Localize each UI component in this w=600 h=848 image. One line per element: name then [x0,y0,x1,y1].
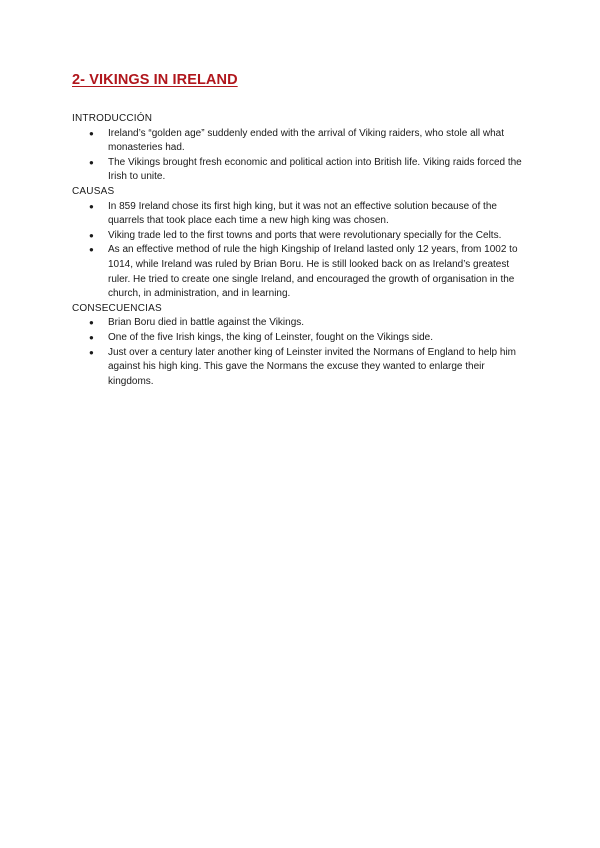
list-item-text: One of the five Irish kings, the king of Leinster, fought on the Vikings side. [108,331,434,343]
list-item-text: Brian Boru died in battle against the Vikings. [108,317,305,329]
section-introduccion [72,112,532,185]
section-causas [72,185,532,302]
section-heading: CAUSAS [72,185,115,197]
document-body [72,112,532,389]
bullet-icon: ● [89,332,94,342]
bullet-list [72,316,532,389]
section-heading: INTRODUCCIÓN [72,113,153,124]
list-item [72,346,532,390]
list-item-text: The Vikings brought fresh economic and political action into British life. Viking raids forced the Irish to unite. [108,156,522,183]
list-item-text: Just over a century later another king of Leinster invited the Normans of England to help him against his high king. This gave the Normans the excuse they wanted to enlarge their kingdoms. [108,346,517,387]
list-item [72,316,532,331]
bullet-list [72,200,532,302]
bullet-icon: ● [89,318,94,328]
list-item [72,331,532,346]
list-item-text: In 859 Ireland chose its first high king, but it was not an effective solution because of the quarrels that took place each time a new high king was chosen. [108,200,497,227]
list-item [72,127,532,156]
list-item-text: Ireland’s “golden age” suddenly ended with the arrival of Viking raiders, who stole all what monasteries had. [108,127,504,154]
bullet-icon: ● [89,201,94,211]
list-item-text: As an effective method of rule the high Kingship of Ireland lasted only 12 years, from 1002 to 1014, while Ireland was ruled by Brian Boru. He is still looked back on as Ireland’s greatest ruler. He tried to create one single Ireland, and encouraged the growth of organisation in the church, in administration, and in learning. [108,244,518,300]
document-title: 2- VIKINGS IN IRELAND [72,72,238,88]
bullet-icon: ● [89,230,94,240]
list-item [72,200,532,229]
list-item [72,156,532,185]
section-consecuencias [72,302,532,390]
bullet-icon: ● [89,157,94,167]
section-heading: CONSECUENCIAS [72,302,162,314]
bullet-list [72,127,532,185]
list-item [72,243,532,301]
bullet-icon: ● [89,347,94,357]
bullet-icon: ● [89,128,94,138]
list-item [72,229,532,244]
list-item-text: Viking trade led to the first towns and ports that were revolutionary specially for the Celts. [108,229,502,241]
bullet-icon: ● [89,245,94,255]
